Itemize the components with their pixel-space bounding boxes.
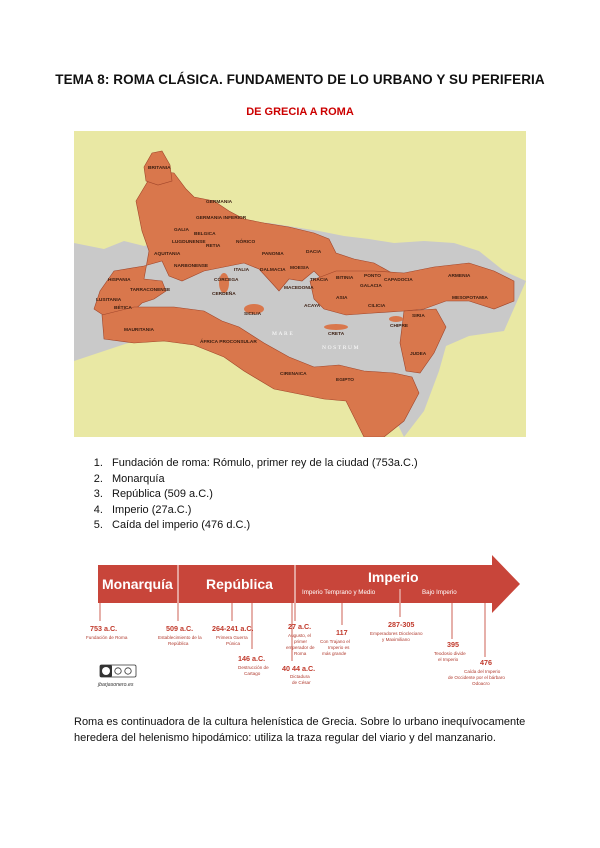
province-label: PANONIA bbox=[262, 252, 284, 257]
map-island-crete bbox=[324, 324, 348, 330]
sea-label-nostrum: NOSTRUM bbox=[322, 345, 361, 351]
event-date: 476 bbox=[480, 658, 492, 667]
roman-empire-map bbox=[74, 131, 526, 437]
event-desc: de César bbox=[292, 680, 311, 685]
event-date: 27 a.C. bbox=[288, 622, 312, 631]
sea-label-mare: MARE bbox=[272, 331, 295, 337]
province-label: TRACIA bbox=[310, 278, 329, 283]
band-label-republica: República bbox=[206, 576, 273, 592]
event-desc: más grande bbox=[322, 651, 347, 656]
province-label: MACEDONIA bbox=[284, 286, 314, 291]
map-svg bbox=[74, 131, 526, 437]
province-label: LUGDUNENSE bbox=[172, 240, 206, 245]
province-label: CAPADOCIA bbox=[384, 278, 413, 283]
event-desc: emperador de bbox=[286, 645, 315, 650]
province-label: CÓRCEGA bbox=[214, 278, 239, 283]
province-label: RETIA bbox=[206, 244, 221, 249]
event-desc: Con Trajano el bbox=[320, 639, 350, 644]
band-label-monarquia: Monarquía bbox=[102, 576, 173, 592]
province-label: GALIA bbox=[174, 228, 189, 233]
body-paragraph: Roma es continuadora de la cultura helenística de Grecia. Sobre lo urbano inequívocamente heredera del helenismo hipodámico: utiliza la traza regular del viario y del manzanario. bbox=[74, 716, 526, 744]
event-desc: Destrucción de bbox=[238, 665, 269, 670]
credit-text: jbarjasonero.es bbox=[98, 682, 134, 688]
province-label: NARBONENSE bbox=[174, 264, 209, 269]
province-label: SICILIA bbox=[244, 312, 262, 317]
province-label: CHIPRE bbox=[390, 324, 409, 329]
event-desc: Odoacro bbox=[472, 681, 490, 686]
province-label: GERMANIA bbox=[206, 200, 233, 205]
event-date: 509 a.C. bbox=[166, 624, 194, 633]
list-item: 3. República (509 a.C.) bbox=[106, 487, 418, 503]
province-label: ÁFRICA PROCONSULAR bbox=[200, 340, 257, 345]
map-island-corsica bbox=[219, 273, 229, 293]
page-title: TEMA 8: ROMA CLÁSICA. FUNDAMENTO DE LO URBANO Y SU PERIFERIA bbox=[55, 72, 545, 87]
event-desc: República bbox=[168, 641, 189, 646]
event-desc: Teodosio divide bbox=[434, 651, 466, 656]
province-label: BELGICA bbox=[194, 232, 216, 237]
event-desc: Augusto, el bbox=[288, 633, 311, 638]
event-date: 753 a.C. bbox=[90, 624, 118, 633]
province-label: ITALIA bbox=[234, 268, 250, 273]
province-label: DACIA bbox=[306, 250, 322, 255]
province-label: MAURITANIA bbox=[124, 328, 155, 333]
province-label: CRETA bbox=[328, 332, 345, 337]
province-label: PONTO bbox=[364, 274, 381, 279]
province-label: TARRACONENSE bbox=[130, 288, 171, 293]
event-date: 117 bbox=[336, 628, 348, 637]
province-label: ACAYA bbox=[304, 304, 321, 309]
event-date: 264-241 a.C. bbox=[212, 624, 254, 633]
province-label: CERDEÑA bbox=[212, 292, 236, 297]
event-desc: y Maximiliano bbox=[382, 637, 410, 642]
event-desc: el Imperio bbox=[438, 657, 459, 662]
province-label: AQUITANIA bbox=[154, 252, 181, 257]
timeline-ticks bbox=[100, 603, 485, 661]
province-label: JUDEA bbox=[410, 352, 427, 357]
section-subtitle: DE GRECIA A ROMA bbox=[246, 106, 354, 118]
band-label-bajo: Bajo Imperio bbox=[422, 589, 457, 596]
province-label: CIRENAICA bbox=[280, 372, 307, 377]
band-label-temprano: Imperio Temprano y Medio bbox=[302, 589, 376, 596]
event-desc: Emperadores Diocleciano bbox=[370, 631, 423, 636]
province-label: SIRIA bbox=[412, 314, 425, 319]
event-date: 395 bbox=[447, 640, 459, 649]
list-item: 2. Monarquía bbox=[106, 472, 418, 488]
event-desc: primer bbox=[294, 639, 308, 644]
timeline-svg bbox=[80, 553, 520, 703]
stages-list bbox=[86, 456, 418, 534]
event-desc: Imperio es bbox=[328, 645, 350, 650]
event-desc: de Occidente por el bárbaro bbox=[448, 675, 505, 680]
province-label: BITINIA bbox=[336, 276, 354, 281]
rome-timeline bbox=[80, 553, 520, 703]
province-label: ARMENIA bbox=[448, 274, 471, 279]
province-label: BRITANIA bbox=[148, 166, 171, 171]
event-date: 287-305 bbox=[388, 620, 415, 629]
creative-commons-icon bbox=[100, 665, 136, 677]
province-label: NÓRICO bbox=[236, 240, 256, 245]
event-date: 44 a.C. bbox=[292, 664, 316, 673]
province-label: CILICIA bbox=[368, 304, 386, 309]
event-desc: Caída del Imperio bbox=[464, 669, 501, 674]
province-label: ASIA bbox=[336, 296, 348, 301]
event-desc: Roma bbox=[294, 651, 307, 656]
event-date: 146 a.C. bbox=[238, 654, 266, 663]
province-label: BÉTICA bbox=[114, 306, 132, 311]
event-desc: Fundación de Roma bbox=[86, 635, 128, 640]
province-label: DALMACIA bbox=[260, 268, 286, 273]
list-item: 4. Imperio (27a.C.) bbox=[106, 503, 418, 519]
map-island-cyprus bbox=[389, 316, 403, 322]
event-desc: Primera Guerra bbox=[216, 635, 248, 640]
event-desc: Púnica bbox=[226, 641, 241, 646]
event-desc: Establecimiento de la bbox=[158, 635, 202, 640]
province-label: EGIPTO bbox=[336, 378, 355, 383]
band-label-imperio: Imperio bbox=[368, 569, 419, 585]
list-item: 5. Caída del imperio (476 d.C.) bbox=[106, 518, 418, 534]
list-item: 1. Fundación de roma: Rómulo, primer rey de la ciudad (753a.C.) bbox=[106, 456, 418, 472]
province-label: MOESIA bbox=[290, 266, 309, 271]
event-desc: Dictadura bbox=[290, 674, 310, 679]
province-label: MESOPOTAMIA bbox=[452, 296, 488, 301]
province-label: LUSITANIA bbox=[96, 298, 122, 303]
timeline-marker-40: 40 bbox=[282, 664, 290, 673]
event-desc: Cartago bbox=[244, 671, 261, 676]
province-label: GERMANIA INFERIOR bbox=[196, 216, 247, 221]
province-label: HISPANIA bbox=[108, 278, 131, 283]
province-label: GALACIA bbox=[360, 284, 382, 289]
